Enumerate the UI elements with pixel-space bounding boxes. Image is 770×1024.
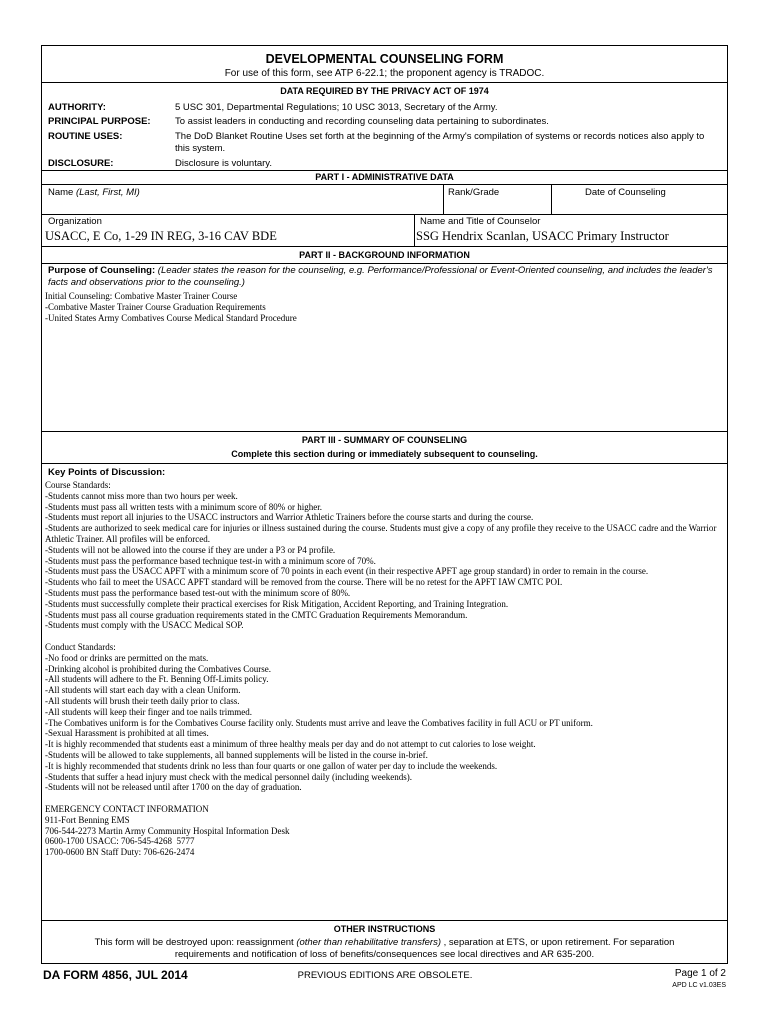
- name-label: Name: [48, 187, 74, 198]
- part2-title: PART II - BACKGROUND INFORMATION: [299, 250, 470, 260]
- other-text-italic: (other than rehabilitative transfers): [296, 937, 441, 948]
- purpose-textarea[interactable]: Initial Counseling: Combative Master Trainer Course -Combative Master Trainer Course Graduation Requirements -United States Army Combatives Course Medical Standard Procedure: [45, 291, 297, 323]
- name-hint: (Last, First, MI): [75, 187, 140, 198]
- form-title: DEVELOPMENTAL COUNSELING FORM: [265, 52, 504, 66]
- disclosure-label: DISCLOSURE:: [48, 158, 114, 169]
- purpose-label: PRINCIPAL PURPOSE:: [48, 116, 151, 127]
- routine-label: ROUTINE USES:: [48, 131, 123, 142]
- divider: [42, 170, 727, 171]
- purpose-field-label: [48, 265, 718, 289]
- form-subtitle: For use of this form, see ATP 6-22.1; the proponent agency is TRADOC.: [224, 68, 545, 79]
- date-input[interactable]: [556, 200, 721, 214]
- authority-label: AUTHORITY:: [48, 102, 106, 113]
- divider: [414, 214, 415, 246]
- authority-text: 5 USC 301, Departmental Regulations; 10 USC 3013, Secretary of the Army.: [175, 102, 498, 113]
- organization-input[interactable]: USACC, E Co, 1-29 IN REG, 3-16 CAV BDE: [45, 229, 277, 243]
- date-label: Date of Counseling: [585, 187, 666, 198]
- other-instructions-text: [72, 937, 697, 961]
- divider: [42, 184, 727, 185]
- divider: [42, 246, 727, 247]
- part3-title: PART III - SUMMARY OF COUNSELING: [301, 435, 468, 445]
- divider: [42, 920, 727, 921]
- name-input[interactable]: [48, 200, 438, 214]
- part3-subtitle: Complete this section during or immediately subsequent to counseling.: [231, 449, 538, 459]
- editions-notice: PREVIOUS EDITIONS ARE OBSOLETE.: [297, 970, 473, 981]
- purpose-text: To assist leaders in conducting and recording counseling data pertaining to subordinates.: [175, 116, 549, 127]
- other-instructions-title: OTHER INSTRUCTIONS: [333, 924, 436, 934]
- disclosure-text: Disclosure is voluntary.: [175, 158, 272, 169]
- other-text-a: This form will be destroyed upon: reassignment: [94, 937, 297, 948]
- divider: [42, 463, 727, 464]
- page-number: Page 1 of 2: [674, 968, 726, 979]
- counselor-input[interactable]: SSG Hendrix Scanlan, USACC Primary Instructor: [416, 229, 669, 243]
- name-field-label: [48, 187, 140, 198]
- purpose-of-counseling-label: Purpose of Counseling:: [48, 265, 156, 276]
- divider: [443, 184, 444, 214]
- divider: [42, 431, 727, 432]
- divider: [551, 184, 552, 214]
- privacy-title: DATA REQUIRED BY THE PRIVACY ACT OF 1974: [280, 86, 489, 96]
- counselor-label: Name and Title of Counselor: [420, 216, 541, 227]
- routine-text: The DoD Blanket Routine Uses set forth at the beginning of the Army's compilation of systems or records notices also apply to this system.: [175, 131, 705, 154]
- key-points-textarea[interactable]: Course Standards: -Students cannot miss more than two hours per week. -Students must pass all written tests with a minimum score of 80% or higher. -Students must report all injuries to the USACC instructors and Warrior Athletic Trainers before the course starts and during the course. -Students are authorized to seek medical care for injuries or illness sustained during the course. Students must give a copy of any profile they receive to the USACC cadre and the Warrior Athletic Trainer. All profiles will be enforced. -Students will not be allowed into the course if they are under a P3 or P4 profile. -Students must pass the performance based technique test-in with a minimum score of 70%. -Students must pass the USACC APFT with a minimum score of 70 points in each event (in their respective APFT age group standard) in order to remain in the course. -Students who fail to meet the USACC APFT standard will be removed from the course. There will be no retest for the APFT IAW CMTC POI. -Students must pass the performance based test-out with the minimum score of 80%. -Students must successfully complete their practical exercises for Risk Mitigation, Accident Reporting, and Training Integration. -Students must pass all course graduation requirements stated in the CMTC Graduation Requirements Memorandum. -Students must comply with the USACC Medical SOP. Conduct Standards: -No food or drinks are permitted on the mats. -Drinking alcohol is prohibited during the Combatives Course. -All students will adhere to the Ft. Benning Off-Limits policy. -All students will start each day with a clean Uniform. -All students will brush their teeth daily prior to class. -All students will keep their finger and toe nails trimmed. -The Combatives uniform is for the Combatives Course facility only. Students must arrive and leave the Combatives facility in full ACU or PT uniform. -Sexual Harassment is prohibited at all times. -It is highly recommended that students east a minimum of three healthy meals per day and do not attempt to cut calories to lose weight. -Students will be allowed to take supplements, all banned supplements will be listed in the course in-brief. -It is highly recommended that students drink no less than four quarts or one gallon of water per day to include the weekends. -Students that suffer a head injury must check with the medical personnel daily (including weekends). -Students will not be released until after 1700 on the day of graduation. EMERGENCY CONTACT INFORMATION 911-Fort Benning EMS 706-544-2273 Martin Army Community Hospital Information Desk 0600-1700 USACC: 706-545-4268 5777 1700-0600 BN Staff Duty: 706-626-2474: [45, 480, 717, 858]
- counseling-form: [41, 45, 728, 964]
- key-points-label: Key Points of Discussion:: [48, 467, 166, 478]
- rank-input[interactable]: [448, 200, 548, 214]
- form-id: DA FORM 4856, JUL 2014: [43, 968, 188, 982]
- other-text-b: , separation at ETS, or upon retirement. For separation requirements and notification of loss of benefits/consequences see local directives and AR 635-200.: [174, 937, 675, 960]
- version-label: APD LC v1.03ES: [672, 982, 726, 989]
- divider: [42, 263, 727, 264]
- organization-label: Organization: [48, 216, 102, 227]
- divider: [42, 214, 727, 215]
- purpose-hint: (Leader states the reason for the counseling, e.g. Performance/Professional or Event-Oriented counseling, and includes the leader's facts and observations prior to the counseling.): [48, 265, 713, 288]
- divider: [42, 82, 727, 83]
- rank-label: Rank/Grade: [448, 187, 500, 198]
- part1-title: PART I - ADMINISTRATIVE DATA: [315, 172, 454, 182]
